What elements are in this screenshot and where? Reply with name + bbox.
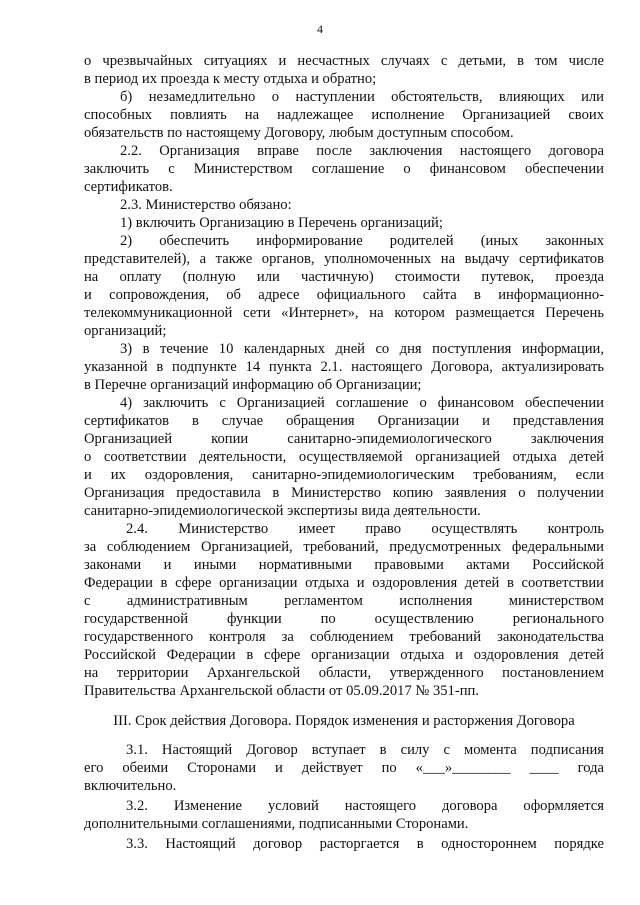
text-line: 2) обеспечить информирование родителей (иных законных (120, 233, 604, 249)
text-line: 2.2. Организация вправе после заключения настоящего договора (120, 143, 604, 159)
text-line: на оплату (полную или частичную) стоимости путевок, проезда (84, 269, 604, 285)
text-line: и их оздоровления, санитарно-эпидемиологическим требованиям, если (84, 467, 604, 483)
text-line: 2.3. Министерство обязано: (120, 197, 292, 213)
text-line: в период их проезда к месту отдыха и обратно; (84, 71, 377, 87)
text-line: и сопровождения, об адресе официального сайта в информационно- (84, 287, 604, 303)
text-line: о соответствии деятельности, осуществляемой организацией отдыха детей (84, 449, 604, 465)
text-line: 3.3. Настоящий договор расторгается в одностороннем порядке (126, 836, 604, 852)
text-line: государственного контроля за соблюдением требований законодательства (84, 629, 604, 645)
text-line: сертификатов. (84, 179, 173, 195)
text-line: сертификатов в случае обращения Организации и представления (84, 413, 604, 429)
text-line: санитарно-эпидемиологической экспертизы вида деятельности. (84, 503, 481, 519)
text-line: телекоммуникационной сети «Интернет», на котором размещается Перечень (84, 305, 604, 321)
text-line: Федерации в сфере организации отдыха и оздоровления детей в соответствии (84, 575, 604, 591)
text-line: б) незамедлительно о наступлении обстоятельств, влияющих или (120, 89, 604, 105)
text-line: обязательств по настоящему Договору, любым доступным способом. (84, 125, 514, 141)
text-line: 3.2. Изменение условий настоящего договора оформляется (126, 798, 604, 814)
text-line: указанной в подпункте 14 пункта 2.1. настоящего Договора, актуализировать (84, 359, 604, 375)
section-heading: III. Срок действия Договора. Порядок изменения и расторжения Договора (113, 713, 575, 729)
text-line: в Перечне организаций информацию об Организации; (84, 377, 422, 393)
text-line: заключить с Министерством соглашение о финансовом обеспечении (84, 161, 604, 177)
text-line: включительно. (84, 778, 177, 794)
text-line: дополнительными соглашениями, подписанными Сторонами. (84, 816, 469, 832)
text-line: государственной функции по осуществлению регионального (84, 611, 604, 627)
text-line: 1) включить Организацию в Перечень организаций; (120, 215, 443, 231)
text-line: на территории Архангельской области, утвержденного постановлением (84, 665, 604, 681)
text-line: 4) заключить с Организацией соглашение о финансовом обеспечении (120, 395, 604, 411)
text-line: Российской Федерации в сфере организации отдыха и оздоровления детей (84, 647, 604, 663)
text-line: Организацией копии санитарно-эпидемиологического заключения (84, 431, 604, 447)
text-line: о чрезвычайных ситуациях и несчастных случаях с детьми, в том числе (84, 53, 604, 69)
text-line: 3) в течение 10 календарных дней со дня поступления информации, (120, 341, 604, 357)
page-number: 4 (317, 22, 323, 36)
text-line: за соблюдением Организацией, требований, предусмотренных федеральными (84, 539, 604, 555)
text-line: 3.1. Настоящий Договор вступает в силу с момента подписания (126, 742, 604, 758)
text-line: Организация предоставила в Министерство копию заявления о получении (84, 485, 604, 501)
text-line: с административным регламентом исполнения министерством (84, 593, 604, 609)
text-line: представителей), а также органов, уполномоченных на выдачу сертификатов (84, 251, 604, 267)
text-line: Правительства Архангельской области от 05.09.2017 № 351-пп. (84, 683, 479, 699)
text-line: его обеими Сторонами и действует по «___»________ ____ года (84, 760, 604, 776)
text-line: законами и иными нормативными правовыми актами Российской (84, 557, 604, 573)
text-line: организаций; (84, 323, 167, 339)
text-line: 2.4. Министерство имеет право осуществлять контроль (126, 521, 604, 537)
text-line: способных повлиять на надлежащее исполнение Организацией своих (84, 107, 604, 123)
